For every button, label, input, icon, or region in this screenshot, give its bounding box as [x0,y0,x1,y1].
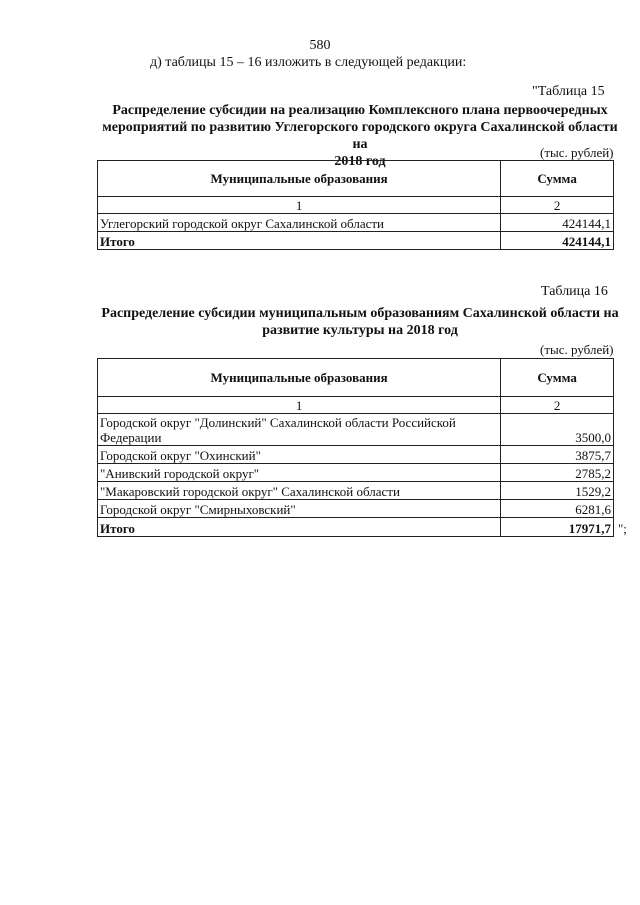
table15-total-sum: 424144,1 [501,232,614,250]
table16-row-name: "Макаровский городской округ" Сахалинской области [98,482,501,500]
table16-row-sum: 2785,2 [501,464,614,482]
table16-total-row [98,518,614,537]
table16-header-sum: Сумма [501,359,614,397]
table15-colnum-2: 2 [501,197,614,214]
table-row [98,500,614,518]
table16-row-name: Городской округ "Долинский" Сахалинской области Российской Федерации [98,414,501,446]
table15-total-label: Итого [98,232,501,250]
table16-title [95,305,625,339]
table16-row-name: "Анивский городской округ" [98,464,501,482]
table-row [98,214,614,232]
table15-total-row [98,232,614,250]
table16-title-line1: Распределение субсидии муниципальным образованиям Сахалинской области на [101,306,619,321]
table-row [98,414,614,446]
page-number: 580 [309,38,331,53]
table16-header-name: Муниципальные образования [98,359,501,397]
table16-total-label: Итого [98,518,501,537]
table16 [97,358,614,537]
intro-text: д) таблицы 15 – 16 изложить в следующей редакции: [150,55,467,70]
table16-colnum-1: 1 [98,397,501,414]
table16-row-sum: 1529,2 [501,482,614,500]
table15-header-sum: Сумма [501,161,614,197]
table15-title-line2: мероприятий по развитию Углегорского городского округа Сахалинской области на [102,120,618,152]
table15-row-name: Углегорский городской округ Сахалинской области [98,214,501,232]
table16-row-name: Городской округ "Смирныховский" [98,500,501,518]
table16-row-sum: 3875,7 [501,446,614,464]
table16-label: Таблица 16 [541,284,608,299]
table16-title-line2: развитие культуры на 2018 год [262,323,458,338]
table15-label: "Таблица 15 [532,84,605,99]
table16-closing-quote: "; [618,521,627,536]
table15-title-line3: 2018 год [334,154,386,169]
table15 [97,160,614,250]
table16-row-sum: 6281,6 [501,500,614,518]
table16-row-sum: 3500,0 [501,414,614,446]
table16-total-sum: 17971,7 [501,518,614,537]
table15-title-line1: Распределение субсидии на реализацию Комплексного плана первоочередных [112,103,608,118]
table-row [98,464,614,482]
table15-colnum-1: 1 [98,197,501,214]
table16-row-name: Городской округ "Охинский" [98,446,501,464]
table-row [98,482,614,500]
table16-unit: (тыс. рублей) [540,342,614,357]
table15-unit: (тыс. рублей) [540,145,614,160]
table15-row-sum: 424144,1 [501,214,614,232]
table15-header-name: Муниципальные образования [98,161,501,197]
table-row [98,446,614,464]
table16-colnum-2: 2 [501,397,614,414]
